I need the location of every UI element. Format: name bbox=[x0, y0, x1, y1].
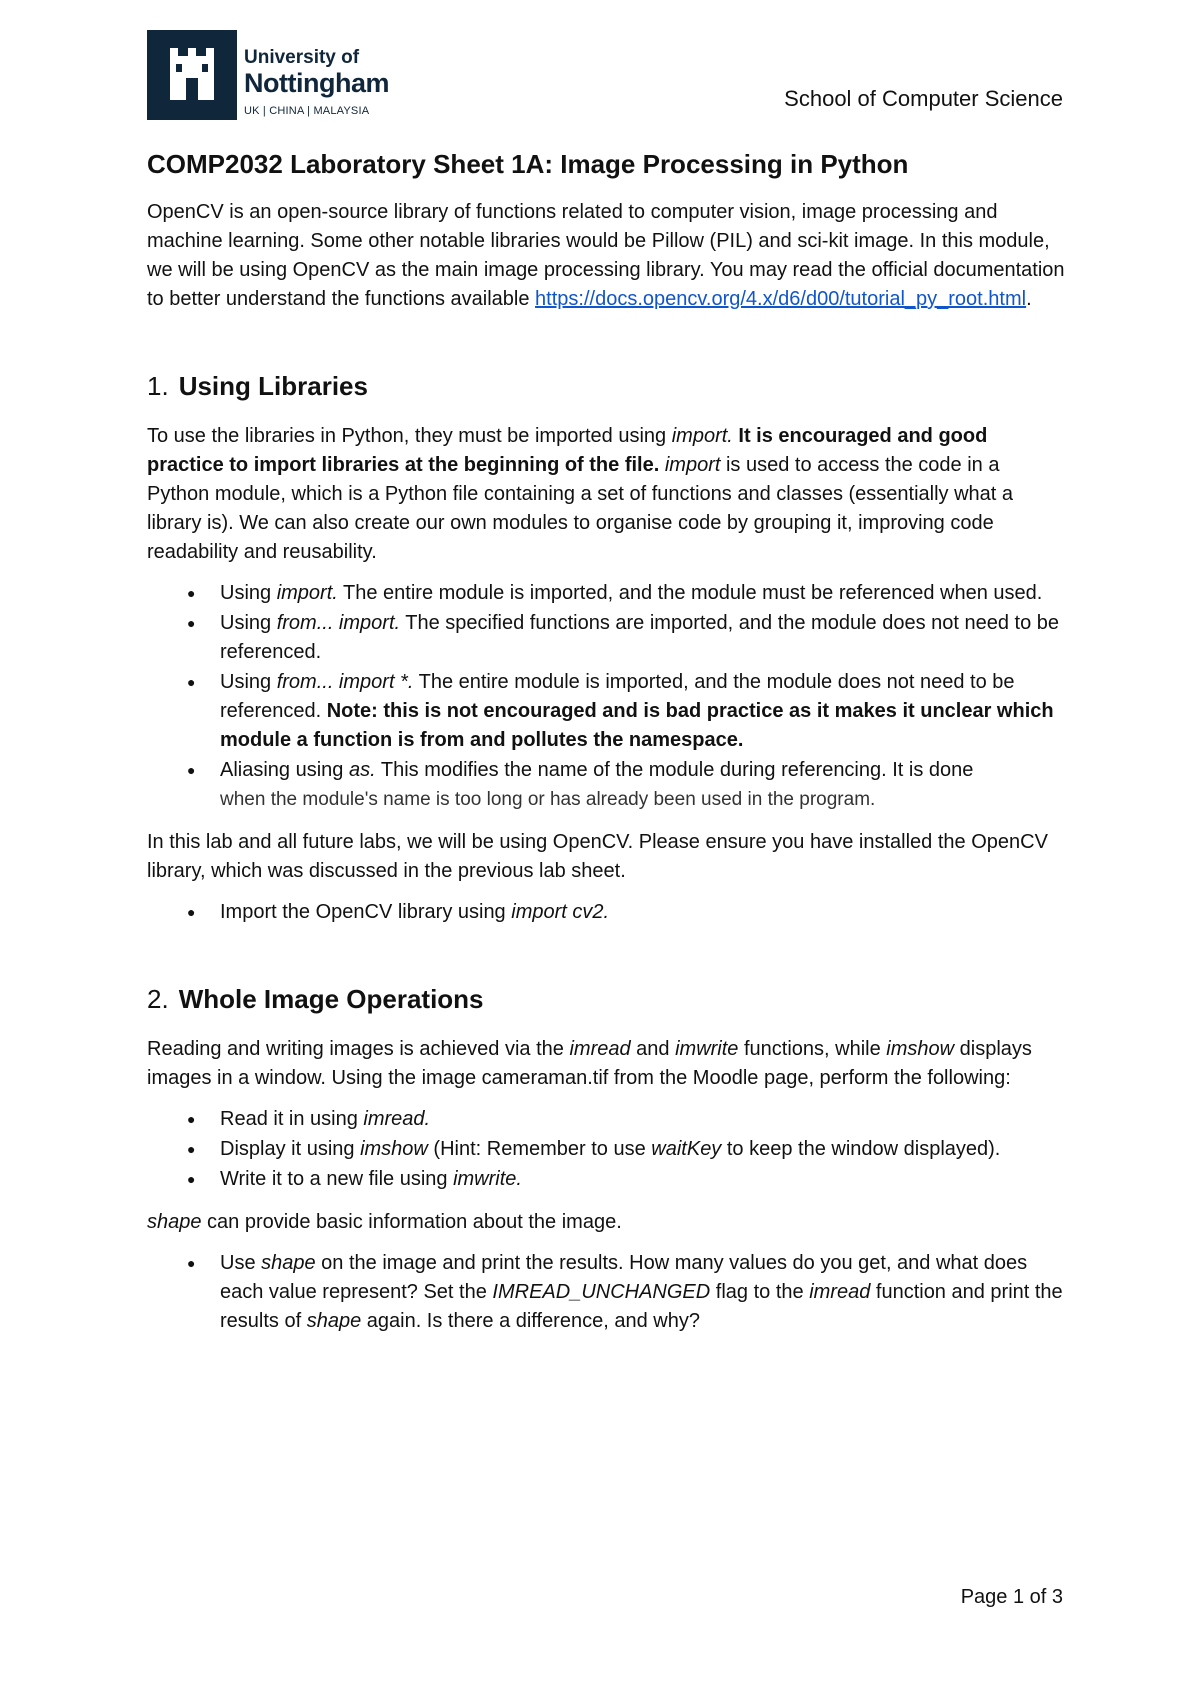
intro-paragraph bbox=[147, 198, 1067, 314]
list-item bbox=[147, 1249, 1067, 1336]
bullet-text: Use bbox=[220, 1252, 262, 1274]
section-1-title: Using Libraries bbox=[178, 371, 368, 401]
shape-list bbox=[147, 1249, 1067, 1336]
bullet-icon: ● bbox=[187, 1111, 196, 1127]
list-item bbox=[147, 756, 1067, 814]
bullet-text: on the image and print the results. How many values do you get, and what does each value represent? Set the bbox=[220, 1252, 1028, 1303]
document-title: COMP2032 Laboratory Sheet 1A: Image Processing in Python bbox=[147, 149, 909, 179]
logo-line-2: Nottingham bbox=[244, 68, 389, 98]
intro-text: OpenCV is an open-source library of functions related to computer vision, image processing and machine learning. Some other notable libraries would be Pillow (PIL) and sci-kit image. In this module, we will be using OpenCV as the main image processing library. You may read the official documentation to better understand the functions available bbox=[147, 201, 1065, 310]
bullet-text: Using bbox=[220, 612, 277, 634]
castle-crest-icon bbox=[162, 42, 222, 108]
bullet-icon: ● bbox=[187, 1255, 196, 1271]
bullet-italic: as. bbox=[348, 759, 376, 781]
section-2-number: 2. bbox=[147, 984, 169, 1014]
bullet-text: again. Is there a difference, and why? bbox=[361, 1310, 700, 1332]
bullet-icon: ● bbox=[187, 1171, 196, 1187]
bullet-italic: import. bbox=[276, 582, 338, 604]
university-wordmark bbox=[244, 48, 389, 118]
s1-bold-note: It is encouraged and good practice to import libraries at the beginning of the file. bbox=[147, 425, 988, 476]
bullet-text: Import the OpenCV library using bbox=[220, 901, 512, 923]
bullet-icon: ● bbox=[187, 904, 196, 920]
bullet-icon: ● bbox=[187, 674, 196, 690]
bullet-text: Write it to a new file using bbox=[220, 1168, 454, 1190]
section-2-heading bbox=[147, 983, 1067, 1015]
s1-italic-import-2: import bbox=[659, 454, 721, 476]
list-item bbox=[147, 668, 1067, 755]
shape-paragraph bbox=[147, 1208, 1067, 1237]
bullet-bold-note: Note: this is not encouraged and is bad practice as it makes it unclear which module a function is from and pollutes the namespace. bbox=[220, 700, 1054, 751]
section-1-heading bbox=[147, 370, 1067, 402]
list-item bbox=[147, 1165, 1067, 1194]
list-item bbox=[147, 609, 1067, 667]
opencv-docs-link[interactable]: https://docs.opencv.org/4.x/d6/d00/tutorial_py_root.html bbox=[535, 288, 1027, 310]
section-2-title: Whole Image Operations bbox=[178, 984, 484, 1014]
shape-text: can provide basic information about the image. bbox=[201, 1211, 622, 1233]
bullet-text: function and print the results of bbox=[220, 1281, 1063, 1332]
bullet-text: The specified functions are imported, and the module does not need to be referenced. bbox=[220, 612, 1060, 663]
s2-italic: imwrite bbox=[675, 1038, 739, 1060]
s1-text-a: To use the libraries in Python, they must be imported using bbox=[147, 425, 672, 447]
bullet-text: (Hint: Remember to use bbox=[427, 1138, 652, 1160]
list-item bbox=[147, 898, 1067, 927]
import-methods-list bbox=[147, 579, 1067, 814]
bullet-italic: shape bbox=[306, 1310, 362, 1332]
list-item bbox=[147, 579, 1067, 608]
list-item bbox=[147, 1105, 1067, 1134]
bullet-text-small: when the module's name is too long or has already been used in the program. bbox=[220, 789, 876, 810]
logo-line-3: UK | CHINA | MALAYSIA bbox=[244, 105, 370, 117]
bullet-text: Display it using bbox=[220, 1138, 361, 1160]
bullet-text: Aliasing using bbox=[220, 759, 349, 781]
s1-text-e: is used to access the code in a Python module, which is a Python file containing a set of functions and classes (essentially what a library is). We can also create our own modules to organise code by grouping it, improving code readability and reusability. bbox=[147, 454, 1014, 563]
bullet-italic: from... import *. bbox=[276, 671, 414, 693]
bullet-italic: imread. bbox=[363, 1108, 431, 1130]
university-logo bbox=[147, 30, 237, 120]
page-number: Page 1 of 3 bbox=[960, 1586, 1063, 1608]
bullet-icon: ● bbox=[187, 585, 196, 601]
shape-italic: shape bbox=[147, 1211, 202, 1233]
list-item bbox=[147, 1135, 1067, 1164]
bullet-italic: waitKey bbox=[651, 1138, 722, 1160]
bullet-text: flag to the bbox=[710, 1281, 810, 1303]
bullet-text: The entire module is imported, and the module must be referenced when used. bbox=[337, 582, 1043, 604]
opencv-import-list bbox=[147, 898, 1067, 927]
bullet-icon: ● bbox=[187, 615, 196, 631]
bullet-icon: ● bbox=[187, 1141, 196, 1157]
section-1-paragraph bbox=[147, 422, 1067, 567]
bullet-text: The entire module is imported, and the module does not need to be referenced. bbox=[220, 671, 1015, 722]
bullet-text: Using bbox=[220, 671, 277, 693]
bullet-italic: shape bbox=[261, 1252, 316, 1274]
image-ops-list bbox=[147, 1105, 1067, 1194]
document-body bbox=[147, 148, 1067, 1350]
section-1-paragraph-2: In this lab and all future labs, we will be using OpenCV. Please ensure you have installed the OpenCV library, which was discussed in the previous lab sheet. bbox=[147, 831, 1048, 882]
bullet-italic: IMREAD_UNCHANGED bbox=[492, 1281, 711, 1303]
s2-text: displays images in a window. Using the image cameraman.tif from the Moodle page, perform the following: bbox=[147, 1038, 1032, 1089]
bullet-italic: imshow bbox=[360, 1138, 428, 1160]
bullet-text: Using bbox=[220, 582, 277, 604]
intro-end: . bbox=[1026, 288, 1032, 310]
bullet-italic: imwrite. bbox=[453, 1168, 522, 1190]
bullet-text: to keep the window displayed). bbox=[721, 1138, 1001, 1160]
logo-line-1: University of bbox=[244, 47, 360, 68]
s1-italic-import: import. bbox=[671, 425, 733, 447]
school-name: School of Computer Science bbox=[784, 86, 1063, 111]
s2-italic: imread bbox=[569, 1038, 631, 1060]
bullet-italic: import cv2. bbox=[511, 901, 610, 923]
bullet-text: This modifies the name of the module during referencing. It is done bbox=[375, 759, 974, 781]
s2-italic: imshow bbox=[886, 1038, 955, 1060]
section-2-paragraph bbox=[147, 1035, 1067, 1093]
bullet-italic: imread bbox=[809, 1281, 871, 1303]
bullet-text: Read it in using bbox=[220, 1108, 364, 1130]
s2-text: functions, while bbox=[738, 1038, 887, 1060]
bullet-icon: ● bbox=[187, 762, 196, 778]
bullet-italic: from... import. bbox=[276, 612, 401, 634]
s2-text: Reading and writing images is achieved via the bbox=[147, 1038, 570, 1060]
s2-text: and bbox=[630, 1038, 676, 1060]
section-1-number: 1. bbox=[147, 371, 169, 401]
